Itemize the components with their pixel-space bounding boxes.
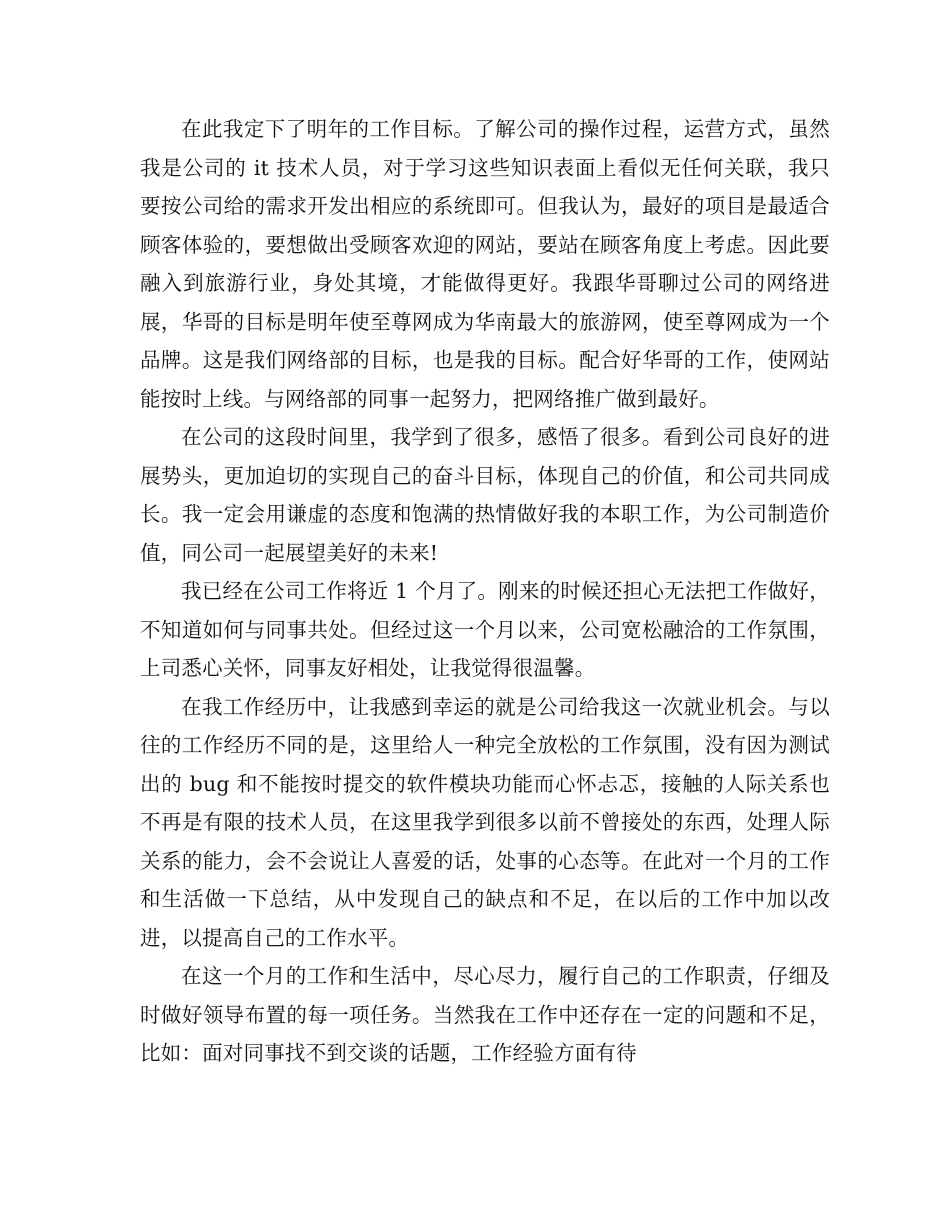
paragraph-work-experience: 在我工作经历中，让我感到幸运的就是公司给我这一次就业机会。与以往的工作经历不同的是，这里给人一种完全放松的工作氛围，没有因为测试出的 bug 和不能按时提交的软件模块功能而心怀忐忑，接触的人际关系也不再是有限的技术人员，在这里我学到很多以前不曾接处的东西，处理人际关系的能力，会不会说让人喜爱的话，处事的心态等。在此对一个月的工作和生活做一下总结，从中发现自己的缺点和不足，在以后的工作中加以改进，以提高自己的工作水平。 — [140, 694, 830, 950]
paragraph-shortcomings: 在这一个月的工作和生活中，尽心尽力，履行自己的工作职责，仔细及时做好领导布置的每一项任务。当然我在工作中还存在一定的问题和不足，比如：面对同事找不到交谈的话题，工作经验方面有待 — [140, 964, 830, 1065]
document-body — [140, 110, 830, 1073]
paragraph-work-goals: 在此我定下了明年的工作目标。了解公司的操作过程，运营方式，虽然我是公司的 it 技术人员，对于学习这些知识表面上看似无任何关联，我只要按公司给的需求开发出相应的系统即可。但我认为，最好的项目是最适合顾客体验的，要想做出受顾客欢迎的网站，要站在顾客角度上考虑。因此要融入到旅游行业，身处其境，才能做得更好。我跟华哥聊过公司的网络进展，华哥的目标是明年使至尊网成为华南最大的旅游网，使至尊网成为一个品牌。这是我们网络部的目标，也是我的目标。配合好华哥的工作，使网站能按时上线。与网络部的同事一起努力，把网络推广做到最好。 — [140, 117, 830, 411]
paragraph-learning-summary: 在公司的这段时间里，我学到了很多，感悟了很多。看到公司良好的进展势头，更加迫切的实现自己的奋斗目标，体现自己的价值，和公司共同成长。我一定会用谦虚的态度和饱满的热情做好我的本职工作，为公司制造价值，同公司一起展望美好的未来! — [140, 425, 830, 565]
paragraph-first-month: 我已经在公司工作将近 1 个月了。刚来的时候还担心无法把工作做好，不知道如何与同事共处。但经过这一个月以来，公司宽松融洽的工作氛围，上司悉心关怀，同事友好相处，让我觉得很温馨。 — [140, 579, 830, 680]
